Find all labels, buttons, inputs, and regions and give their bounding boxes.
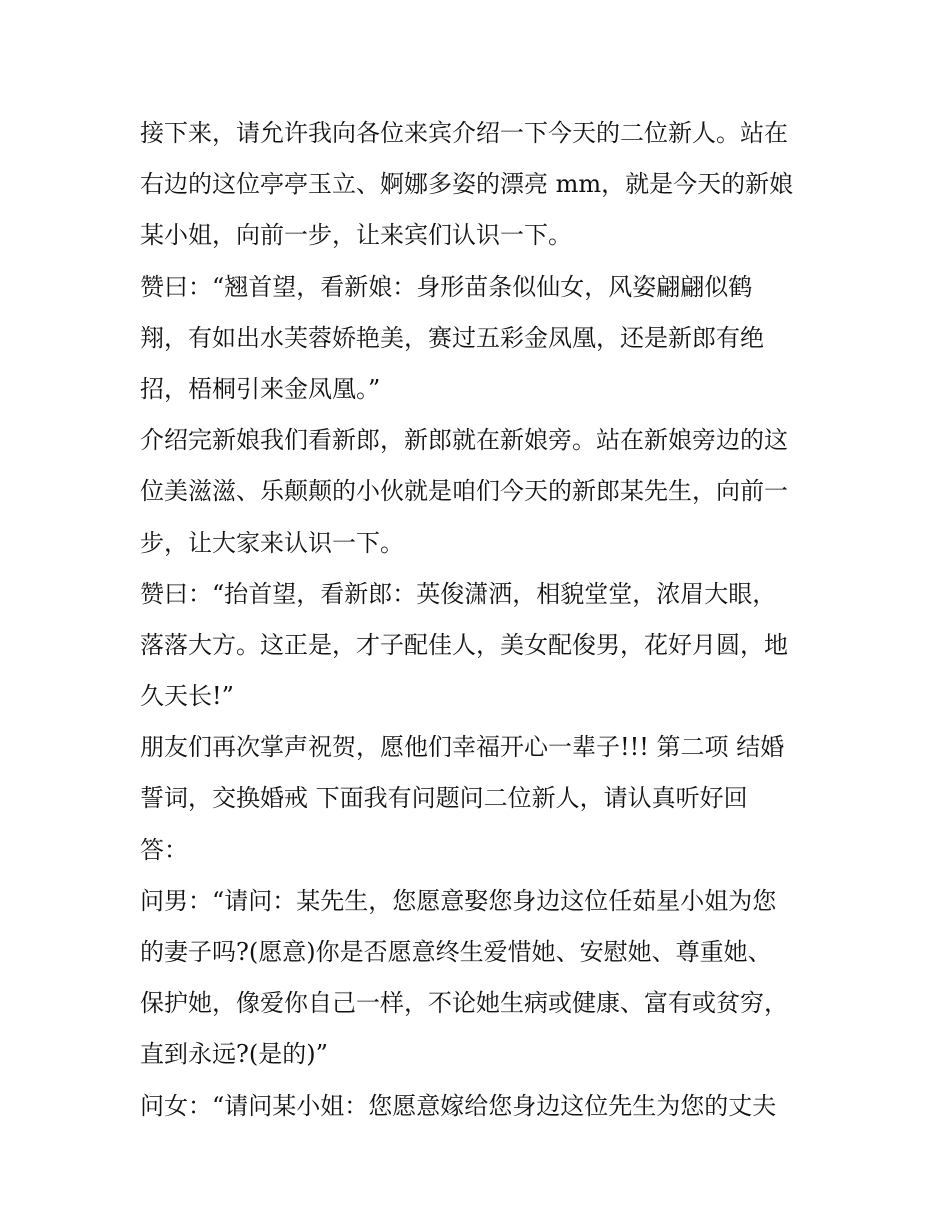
text-line: 右边的这位亭亭玉立、婀娜多姿的漂亮 mm，就是今天的新娘: [140, 170, 794, 199]
text-line: 答：: [140, 835, 188, 864]
text-line: 直到永远?(是的)”: [140, 1040, 328, 1069]
text-line: 问男：“请问：某先生，您愿意娶您身边这位任茹星小姐为您: [140, 886, 777, 915]
text-line: 接下来，请允许我向各位来宾介绍一下今天的二位新人。站在: [140, 119, 788, 147]
text-line: 问女：“请问某小姐：您愿意嫁给您身边这位先生为您的丈夫: [140, 1091, 777, 1120]
text-line: 的妻子吗?(愿意)你是否愿意终生爱惜她、安慰她、尊重她、: [140, 938, 772, 966]
text-line: 翔，有如出水芙蓉娇艳美，赛过五彩金凤凰，还是新郎有绝: [140, 323, 764, 352]
text-line: 某小姐，向前一步，让来宾们认识一下。: [140, 221, 572, 250]
text-line: 赞曰：“翘首望，看新娘：身形苗条似仙女，风姿翩翩似鹤: [140, 272, 753, 301]
text-line: 位美滋滋、乐颠颠的小伙就是咱们今天的新郎某先生，向前一: [140, 477, 788, 506]
text-line: 保护她，像爱你自己一样，不论她生病或健康、富有或贫穷，: [140, 989, 788, 1018]
text-line: 朋友们再次掌声祝贺，愿他们幸福开心一辈子!!! 第二项 结婚: [140, 733, 785, 762]
document-body: [140, 108, 820, 1132]
text-line: 招，梧桐引来金凤凰。”: [140, 374, 381, 403]
text-line: 誓词，交换婚戒 下面我有问题问二位新人，请认真听好回: [140, 784, 748, 813]
text-line: 落落大方。这正是，才子配佳人，美女配俊男，花好月圆，地: [140, 630, 788, 659]
text-line: 久天长!”: [140, 682, 234, 711]
text-line: 步，让大家来认识一下。: [140, 528, 404, 557]
text-line: 介绍完新娘我们看新郎，新郎就在新娘旁。站在新娘旁边的这: [140, 426, 788, 455]
text-line: 赞曰：“抬首望，看新郎：英俊潇洒，相貌堂堂，浓眉大眼，: [140, 579, 777, 608]
